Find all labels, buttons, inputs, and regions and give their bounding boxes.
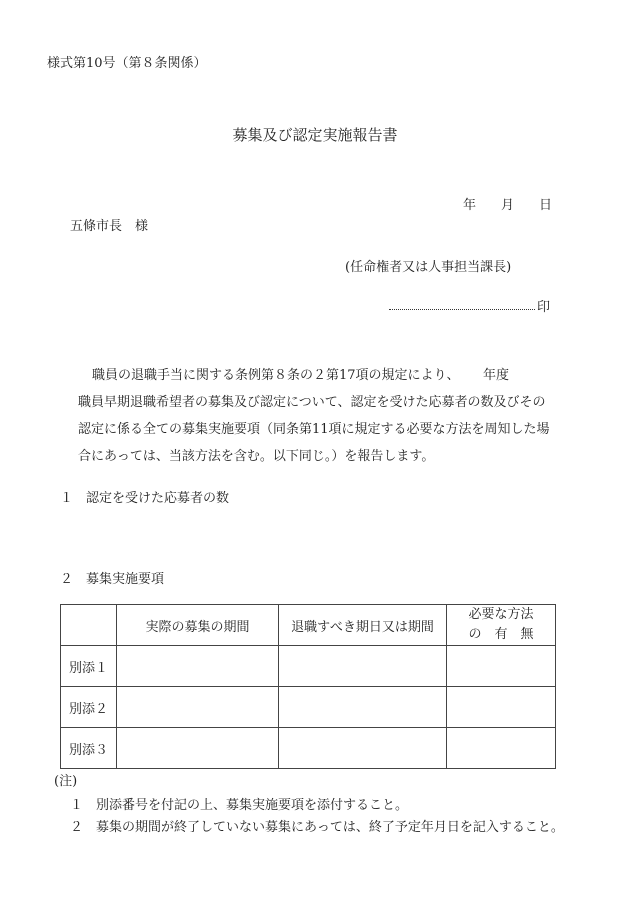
table-header-blank (61, 605, 117, 646)
table-cell[interactable] (279, 728, 447, 769)
table-row-label: 別添２ (61, 687, 117, 728)
table-row-label: 別添３ (61, 728, 117, 769)
notes-label: (注) (54, 774, 78, 789)
table-cell[interactable] (117, 646, 279, 687)
form-number: 様式第10号（第８条関係） (47, 56, 207, 71)
table-row (61, 728, 556, 769)
table-cell[interactable] (447, 728, 556, 769)
body-line-4: 合にあっては、当該方法を含む。以下同じ。）を報告します。 (78, 449, 435, 464)
table-cell[interactable] (117, 687, 279, 728)
signature-line (389, 309, 535, 310)
table-cell[interactable] (117, 728, 279, 769)
date-month-label: 月 (501, 198, 515, 213)
table-cell[interactable] (447, 687, 556, 728)
issuer-title: (任命権者又は人事担当課長) (345, 260, 512, 275)
table-row (61, 687, 556, 728)
seal-mark: 印 (537, 300, 551, 315)
table-header-period: 実際の募集の期間 (117, 605, 279, 646)
body-line-3: 認定に係る全ての募集実施要項（同条第11項に規定する必要な方法を周知した場 (78, 422, 550, 437)
date-year-label: 年 (463, 198, 477, 213)
note-item-2: ２ 募集の期間が終了していない募集にあっては、終了予定年月日を記入すること。 (70, 820, 564, 835)
date-day-label: 日 (539, 198, 553, 213)
addressee: 五條市長 様 (70, 219, 149, 234)
body-line-2: 職員早期退職希望者の募集及び認定について、認定を受けた応募者の数及びその (78, 395, 546, 410)
note-item-1: １ 別添番号を付記の上、募集実施要項を添付すること。 (70, 798, 409, 813)
table-header-row (61, 605, 556, 646)
section-1-heading: １ 認定を受けた応募者の数 (60, 491, 230, 506)
table-cell[interactable] (279, 687, 447, 728)
table-row-label: 別添１ (61, 646, 117, 687)
table-cell[interactable] (447, 646, 556, 687)
body-line-1-year: 年度 (483, 368, 510, 383)
body-line-1: 職員の退職手当に関する条例第８条の２第17項の規定により、 (92, 368, 460, 383)
document-title: 募集及び認定実施報告書 (232, 126, 398, 144)
table-header-method-line1: 必要な方法 (468, 607, 534, 622)
table-header-method-line2: の 有 無 (468, 627, 534, 642)
section-2-heading: ２ 募集実施要項 (60, 572, 165, 587)
table-cell[interactable] (279, 646, 447, 687)
table-header-retirement-date: 退職すべき期日又は期間 (279, 605, 447, 646)
table-header-method (447, 605, 556, 646)
recruitment-table (60, 604, 556, 769)
table-row (61, 646, 556, 687)
